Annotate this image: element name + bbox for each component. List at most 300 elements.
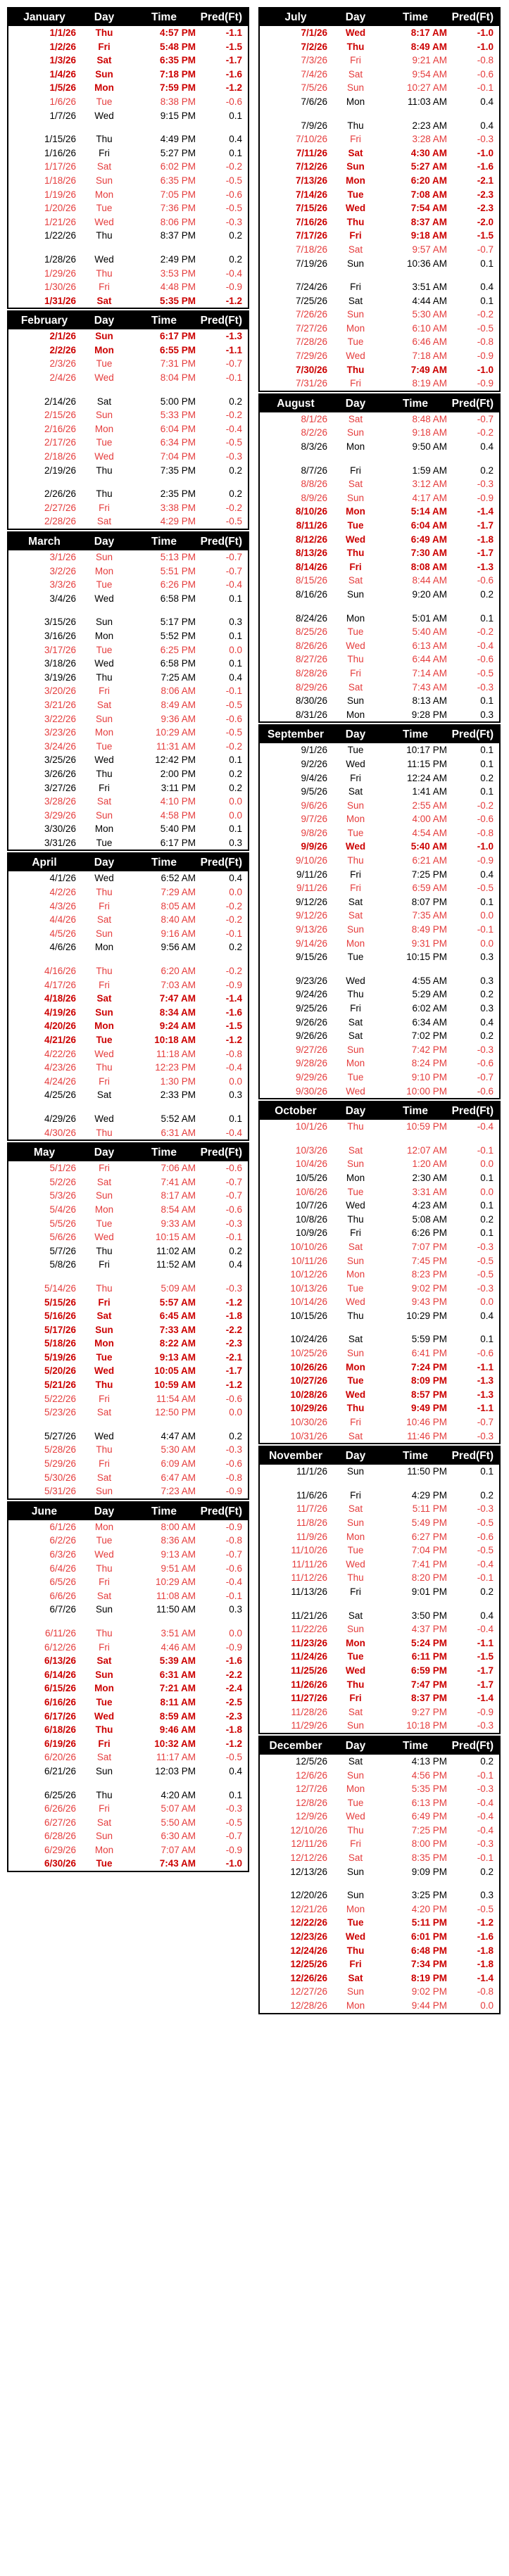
tide-day: Sat — [348, 1706, 363, 1717]
tide-date: 7/16/26 — [295, 216, 327, 227]
tide-time: 5:33 PM — [160, 410, 196, 421]
tide-row — [8, 1364, 248, 1378]
tide-day: Sun — [346, 1158, 365, 1170]
tide-time: 8:07 PM — [411, 896, 447, 907]
tide-prediction: -0.2 — [477, 800, 494, 811]
column-header-pred: Pred(Ft) — [451, 1105, 494, 1118]
tide-time: 4:29 PM — [411, 1489, 447, 1501]
tide-day: Thu — [96, 230, 113, 241]
tide-day: Wed — [346, 1296, 365, 1308]
tide-time: 9:15 PM — [160, 110, 196, 121]
tide-time: 4:55 AM — [412, 975, 447, 986]
tide-prediction: -1.2 — [477, 1917, 494, 1928]
tide-prediction: -0.6 — [225, 713, 242, 724]
tide-day: Sun — [95, 1831, 113, 1842]
tide-time: 8:04 PM — [160, 372, 196, 384]
tide-time: 7:07 PM — [411, 1241, 447, 1252]
tide-prediction: -1.7 — [477, 520, 494, 531]
tide-time: 9:13 AM — [159, 1351, 196, 1363]
tide-day: Sat — [348, 910, 363, 921]
tide-date: 9/28/26 — [295, 1058, 327, 1069]
column-header-time: Time — [403, 1105, 428, 1118]
tide-row — [260, 1346, 499, 1360]
tide-day: Wed — [94, 253, 114, 265]
column-header-day: Day — [94, 536, 115, 548]
tide-row — [260, 987, 499, 1002]
tide-row — [260, 681, 499, 695]
month-block-january — [7, 7, 249, 309]
tide-day: Wed — [94, 1365, 115, 1377]
tide-date: 1/2/26 — [49, 41, 76, 52]
tide-row — [8, 1627, 248, 1641]
tide-prediction: -0.6 — [477, 1348, 494, 1359]
tide-day: Mon — [94, 565, 114, 576]
tide-day: Sat — [348, 1610, 363, 1621]
tide-row — [260, 335, 499, 349]
tide-prediction: 0.0 — [480, 1158, 494, 1170]
tide-date: 10/10/26 — [290, 1241, 327, 1252]
tide-date: 9/24/26 — [295, 989, 327, 1000]
tide-time: 5:17 PM — [160, 617, 196, 628]
tide-date: 9/25/26 — [295, 1003, 327, 1014]
row-spacer — [8, 385, 248, 395]
tide-day: Fri — [350, 772, 361, 783]
tide-row — [8, 1654, 248, 1668]
tide-prediction: -1.1 — [225, 27, 242, 38]
tide-time: 5:11 PM — [412, 1503, 447, 1515]
tide-prediction: -0.2 — [477, 626, 494, 638]
tide-date: 4/3/26 — [49, 900, 76, 911]
tide-day: Wed — [94, 1549, 114, 1560]
tide-day: Sun — [346, 1348, 365, 1359]
tide-prediction: 0.4 — [229, 671, 242, 683]
tide-row — [260, 174, 499, 188]
tide-date: 6/26/26 — [44, 1803, 76, 1814]
tide-date: 6/14/26 — [44, 1669, 76, 1680]
tide-row — [260, 132, 499, 146]
tide-time: 4:20 AM — [161, 1789, 196, 1800]
tide-date: 1/29/26 — [44, 267, 76, 279]
tide-date: 6/4/26 — [49, 1562, 76, 1574]
tide-row — [260, 1824, 499, 1838]
tide-date: 4/25/26 — [44, 1090, 76, 1101]
tide-row — [8, 1033, 248, 1047]
tide-time: 6:30 AM — [161, 1831, 196, 1842]
tide-time: 11:17 AM — [156, 1752, 196, 1763]
tide-time: 10:36 AM — [406, 258, 447, 269]
tide-day: Sat — [348, 1241, 363, 1252]
tide-time: 8:22 AM — [159, 1338, 196, 1349]
tide-date: 3/22/26 — [44, 713, 76, 724]
tide-day: Sun — [95, 410, 113, 421]
tide-time: 7:43 AM — [159, 1858, 196, 1869]
tide-time: 6:26 PM — [160, 579, 196, 591]
tide-time: 8:17 AM — [161, 1190, 196, 1201]
tide-row — [8, 215, 248, 229]
tide-prediction: 0.0 — [229, 1627, 242, 1639]
tide-date: 8/2/26 — [301, 427, 327, 438]
tide-date: 6/11/26 — [44, 1627, 76, 1639]
tide-time: 6:49 AM — [410, 533, 447, 545]
tide-prediction: 0.1 — [480, 1172, 494, 1183]
tide-time: 3:51 AM — [412, 282, 447, 293]
tide-row — [260, 280, 499, 294]
row-spacer — [8, 1420, 248, 1429]
column-header-pred: Pred(Ft) — [200, 536, 242, 548]
month-block-february — [7, 310, 249, 530]
month-header — [8, 8, 248, 26]
tide-prediction: -0.7 — [225, 1176, 242, 1187]
tide-date: 11/9/26 — [296, 1531, 327, 1542]
tide-row — [8, 1047, 248, 1061]
tide-day: Sat — [348, 1755, 363, 1767]
tide-date: 11/6/26 — [296, 1489, 327, 1501]
tide-day: Sun — [346, 1517, 365, 1528]
tide-row — [260, 1226, 499, 1240]
tide-day: Thu — [347, 989, 364, 1000]
tide-date: 1/5/26 — [49, 82, 76, 94]
tide-day: Fri — [349, 561, 362, 572]
tide-row — [8, 174, 248, 188]
tide-day: Sat — [348, 575, 363, 586]
tide-prediction: 0.2 — [480, 1586, 494, 1597]
tide-row — [260, 1888, 499, 1902]
column-header-pred: Pred(Ft) — [451, 1739, 494, 1752]
tide-time: 9:36 AM — [161, 713, 196, 724]
tide-date: 3/30/26 — [44, 823, 76, 835]
tide-prediction: -0.8 — [477, 827, 494, 838]
tide-prediction: -0.4 — [225, 423, 242, 434]
tide-time: 1:30 PM — [160, 1075, 196, 1087]
tide-day: Sat — [96, 1407, 112, 1418]
tide-row — [8, 1217, 248, 1231]
tide-time: 9:20 AM — [412, 588, 447, 600]
tide-prediction: 0.3 — [480, 709, 494, 720]
tide-prediction: 0.1 — [229, 110, 242, 121]
tide-prediction: -0.3 — [477, 1503, 494, 1515]
tide-day: Fri — [350, 869, 361, 880]
tide-time: 7:14 AM — [412, 667, 447, 678]
tide-time: 8:17 AM — [410, 27, 447, 38]
tide-date: 12/12/26 — [290, 1852, 327, 1864]
tide-day: Sun — [346, 1255, 365, 1266]
tide-time: 8:05 AM — [161, 900, 196, 911]
tide-prediction: -1.6 — [225, 68, 242, 80]
tide-day: Sun — [95, 809, 113, 821]
tide-date: 12/25/26 — [290, 1959, 327, 1970]
tide-prediction: -0.2 — [225, 900, 242, 911]
tide-time: 10:29 AM — [155, 1577, 196, 1588]
tide-row — [260, 923, 499, 937]
tide-day: Sun — [95, 175, 113, 186]
tide-row — [8, 698, 248, 712]
tide-prediction: -0.4 — [477, 1624, 494, 1635]
tide-date: 5/27/26 — [44, 1430, 76, 1441]
tide-time: 7:29 AM — [161, 887, 196, 898]
tide-date: 3/18/26 — [44, 658, 76, 669]
tide-time: 5:07 AM — [161, 1803, 196, 1814]
tide-prediction: 0.1 — [480, 695, 494, 707]
tide-time: 6:09 AM — [161, 1458, 196, 1470]
tide-prediction: 0.0 — [480, 1186, 494, 1197]
tide-time: 4:10 PM — [160, 796, 196, 807]
tide-day: Fri — [99, 282, 110, 293]
tide-time: 9:44 PM — [411, 2000, 447, 2011]
tide-time: 7:05 PM — [160, 189, 196, 200]
tide-day: Wed — [346, 758, 365, 769]
tide-day: Sun — [95, 1006, 113, 1018]
tide-time: 5:00 PM — [160, 396, 196, 407]
tide-day: Mon — [94, 1204, 114, 1215]
tide-time: 11:08 AM — [156, 1590, 196, 1601]
tide-date: 9/4/26 — [301, 772, 327, 783]
tide-day: Thu — [96, 267, 113, 279]
tide-day: Sun — [95, 928, 113, 939]
tide-time: 8:38 PM — [160, 96, 196, 107]
tide-prediction: -0.2 — [225, 502, 242, 513]
tide-date: 7/24/26 — [295, 282, 327, 293]
tide-row — [260, 1719, 499, 1733]
tide-time: 8:34 AM — [159, 1006, 196, 1018]
tide-row — [260, 1571, 499, 1585]
tide-date: 11/8/26 — [296, 1517, 327, 1528]
column-header-day: Day — [94, 315, 115, 327]
tide-date: 6/3/26 — [49, 1549, 76, 1560]
tide-time: 10:59 PM — [406, 1121, 447, 1132]
tide-prediction: -0.5 — [477, 322, 494, 334]
tide-day: Mon — [94, 727, 114, 738]
tide-date: 3/25/26 — [44, 755, 76, 766]
row-spacer — [8, 1272, 248, 1282]
tide-prediction: -1.0 — [477, 41, 494, 52]
tide-time: 6:45 AM — [159, 1311, 196, 1322]
tide-day: Sat — [348, 1334, 363, 1345]
tide-row — [8, 26, 248, 40]
row-spacer — [260, 1879, 499, 1888]
tide-date: 3/2/26 — [49, 565, 76, 576]
tide-prediction: -0.9 — [225, 1486, 242, 1497]
tide-prediction: -0.6 — [477, 1058, 494, 1069]
tide-time: 5:27 PM — [160, 147, 196, 158]
tide-date: 1/16/26 — [44, 147, 76, 158]
tide-prediction: -0.5 — [477, 1255, 494, 1266]
tide-time: 5:08 AM — [412, 1213, 447, 1225]
tide-date: 6/30/26 — [44, 1858, 76, 1869]
tide-time: 7:43 AM — [412, 681, 447, 693]
tide-prediction: 0.3 — [480, 952, 494, 963]
tide-prediction: 0.1 — [480, 745, 494, 756]
tide-time: 7:04 PM — [160, 451, 196, 462]
tide-date: 7/13/26 — [295, 175, 327, 186]
tide-date: 6/17/26 — [44, 1710, 76, 1722]
tide-time: 7:34 PM — [410, 1959, 447, 1970]
tide-row — [8, 294, 248, 308]
tide-day: Thu — [96, 1282, 113, 1294]
column-header-day: Day — [94, 857, 115, 869]
tide-day: Tue — [347, 520, 364, 531]
tide-row — [8, 1351, 248, 1365]
tide-prediction: -0.3 — [225, 216, 242, 227]
tide-row — [8, 1429, 248, 1444]
tide-date: 3/28/26 — [44, 796, 76, 807]
tide-time: 8:06 AM — [161, 686, 196, 697]
tide-row — [260, 160, 499, 174]
tide-prediction: -0.3 — [225, 1444, 242, 1456]
tide-row — [8, 95, 248, 109]
tide-day: Sat — [96, 1590, 112, 1601]
row-spacer — [260, 454, 499, 464]
tide-time: 11:03 AM — [407, 96, 447, 107]
tide-time: 7:54 AM — [410, 203, 447, 214]
tide-date: 10/14/26 — [290, 1296, 327, 1308]
tide-time: 2:55 AM — [412, 800, 447, 811]
tide-row — [8, 450, 248, 464]
tide-date: 4/4/26 — [49, 914, 76, 926]
tide-prediction: -0.6 — [225, 96, 242, 107]
tide-prediction: -0.5 — [225, 175, 242, 186]
tide-date: 5/2/26 — [49, 1176, 76, 1187]
tide-day: Sat — [96, 1655, 112, 1667]
tide-day: Sat — [96, 1311, 112, 1322]
tide-row — [260, 426, 499, 440]
tide-date: 1/6/26 — [49, 96, 76, 107]
column-header-pred: Pred(Ft) — [200, 1147, 242, 1159]
tide-time: 6:41 PM — [411, 1348, 447, 1359]
tide-day: Fri — [350, 1838, 361, 1850]
tide-date: 6/6/26 — [49, 1590, 76, 1601]
tide-date: 2/28/26 — [44, 516, 76, 527]
tide-date: 11/7/26 — [296, 1503, 327, 1515]
tide-date: 6/12/26 — [44, 1641, 76, 1653]
tide-prediction: -2.0 — [477, 216, 494, 227]
tide-prediction: -1.2 — [225, 295, 242, 306]
tide-day: Thu — [346, 548, 365, 559]
tide-prediction: -1.4 — [477, 1693, 494, 1704]
tide-time: 7:45 PM — [411, 1255, 447, 1266]
tide-day: Tue — [347, 1375, 364, 1387]
tide-row — [260, 322, 499, 336]
column-header-day: Day — [345, 397, 366, 410]
tide-time: 8:19 AM — [412, 378, 447, 389]
tide-prediction: -0.4 — [225, 1062, 242, 1073]
tide-row — [8, 795, 248, 809]
tide-prediction: -2.3 — [225, 1710, 242, 1722]
tide-time: 7:02 PM — [411, 1030, 447, 1042]
tide-row — [260, 1282, 499, 1296]
tide-time: 9:28 PM — [411, 709, 447, 720]
tide-time: 1:20 AM — [412, 1158, 447, 1170]
tide-row — [8, 1282, 248, 1296]
tide-date: 10/8/26 — [295, 1213, 327, 1225]
tide-date: 1/22/26 — [44, 230, 76, 241]
tide-day: Sat — [96, 1752, 112, 1763]
tide-day: Mon — [94, 82, 114, 94]
tide-row — [8, 1788, 248, 1802]
tide-row — [260, 1429, 499, 1444]
tide-row — [8, 109, 248, 123]
tide-row — [260, 243, 499, 257]
tide-prediction: -1.8 — [225, 1724, 242, 1736]
tide-time: 9:02 PM — [411, 1282, 447, 1294]
month-block-june — [7, 1501, 249, 1872]
tide-row — [260, 785, 499, 799]
tide-row — [8, 1244, 248, 1258]
tide-time: 5:52 AM — [161, 1113, 196, 1124]
tide-row — [260, 708, 499, 722]
tide-prediction: -1.3 — [225, 331, 242, 342]
tide-row — [8, 564, 248, 579]
tide-row — [8, 436, 248, 450]
tide-time: 4:54 AM — [412, 827, 447, 838]
tide-time: 7:08 AM — [410, 189, 447, 200]
tide-date: 6/28/26 — [44, 1831, 76, 1842]
tide-prediction: 0.1 — [480, 1334, 494, 1345]
month-block-october — [258, 1101, 501, 1444]
tide-time: 10:29 PM — [406, 1310, 447, 1321]
tide-row — [260, 937, 499, 951]
tide-time: 8:57 PM — [410, 1389, 447, 1400]
tide-day: Sun — [95, 552, 113, 562]
row-spacer — [260, 602, 499, 612]
tide-day: Fri — [99, 1259, 110, 1270]
tide-prediction: 0.1 — [480, 295, 494, 306]
tide-prediction: -0.7 — [225, 1831, 242, 1842]
tide-prediction: -0.3 — [477, 1783, 494, 1795]
tide-date: 5/29/26 — [44, 1458, 76, 1470]
tide-prediction: 0.2 — [480, 1755, 494, 1767]
tide-time: 5:14 AM — [410, 506, 447, 517]
tide-date: 8/9/26 — [301, 492, 327, 503]
tide-row — [260, 1268, 499, 1282]
column-header-time: Time — [151, 1505, 177, 1517]
month-name: September — [267, 728, 325, 741]
tide-prediction: -1.8 — [477, 1959, 494, 1970]
tide-date: 6/2/26 — [49, 1535, 76, 1546]
tide-date: 9/10/26 — [295, 855, 327, 866]
tide-row — [8, 871, 248, 885]
tide-prediction: 0.2 — [229, 768, 242, 779]
tide-day: Fri — [98, 41, 111, 52]
tide-prediction: -0.1 — [477, 1144, 494, 1156]
tide-prediction: -0.9 — [477, 351, 494, 362]
tide-day: Fri — [99, 502, 110, 513]
tide-row — [8, 1175, 248, 1189]
tide-date: 9/9/26 — [301, 841, 327, 852]
tide-time: 6:02 AM — [412, 1003, 447, 1014]
tide-date: 3/31/26 — [44, 837, 76, 848]
tide-time: 7:36 PM — [160, 203, 196, 214]
tide-prediction: 0.0 — [229, 1075, 242, 1087]
tide-day: Thu — [347, 120, 364, 131]
tide-time: 11:31 AM — [156, 740, 196, 752]
tide-date: 6/13/26 — [44, 1655, 76, 1667]
tide-time: 10:27 AM — [406, 82, 447, 94]
tide-row — [260, 1043, 499, 1057]
tide-day: Thu — [96, 1245, 113, 1256]
tide-date: 9/12/26 — [295, 910, 327, 921]
tide-row — [260, 881, 499, 895]
tide-time: 9:18 AM — [412, 427, 447, 438]
tide-time: 8:35 PM — [411, 1852, 447, 1864]
tide-time: 11:02 AM — [156, 1245, 196, 1256]
tide-date: 12/6/26 — [295, 1769, 327, 1781]
tide-date: 11/27/26 — [291, 1693, 327, 1704]
tide-day: Mon — [346, 937, 365, 949]
tide-day: Wed — [94, 1710, 115, 1722]
tide-day: Tue — [96, 644, 113, 655]
tide-day: Thu — [347, 1572, 364, 1584]
tide-time: 4:48 PM — [160, 282, 196, 293]
